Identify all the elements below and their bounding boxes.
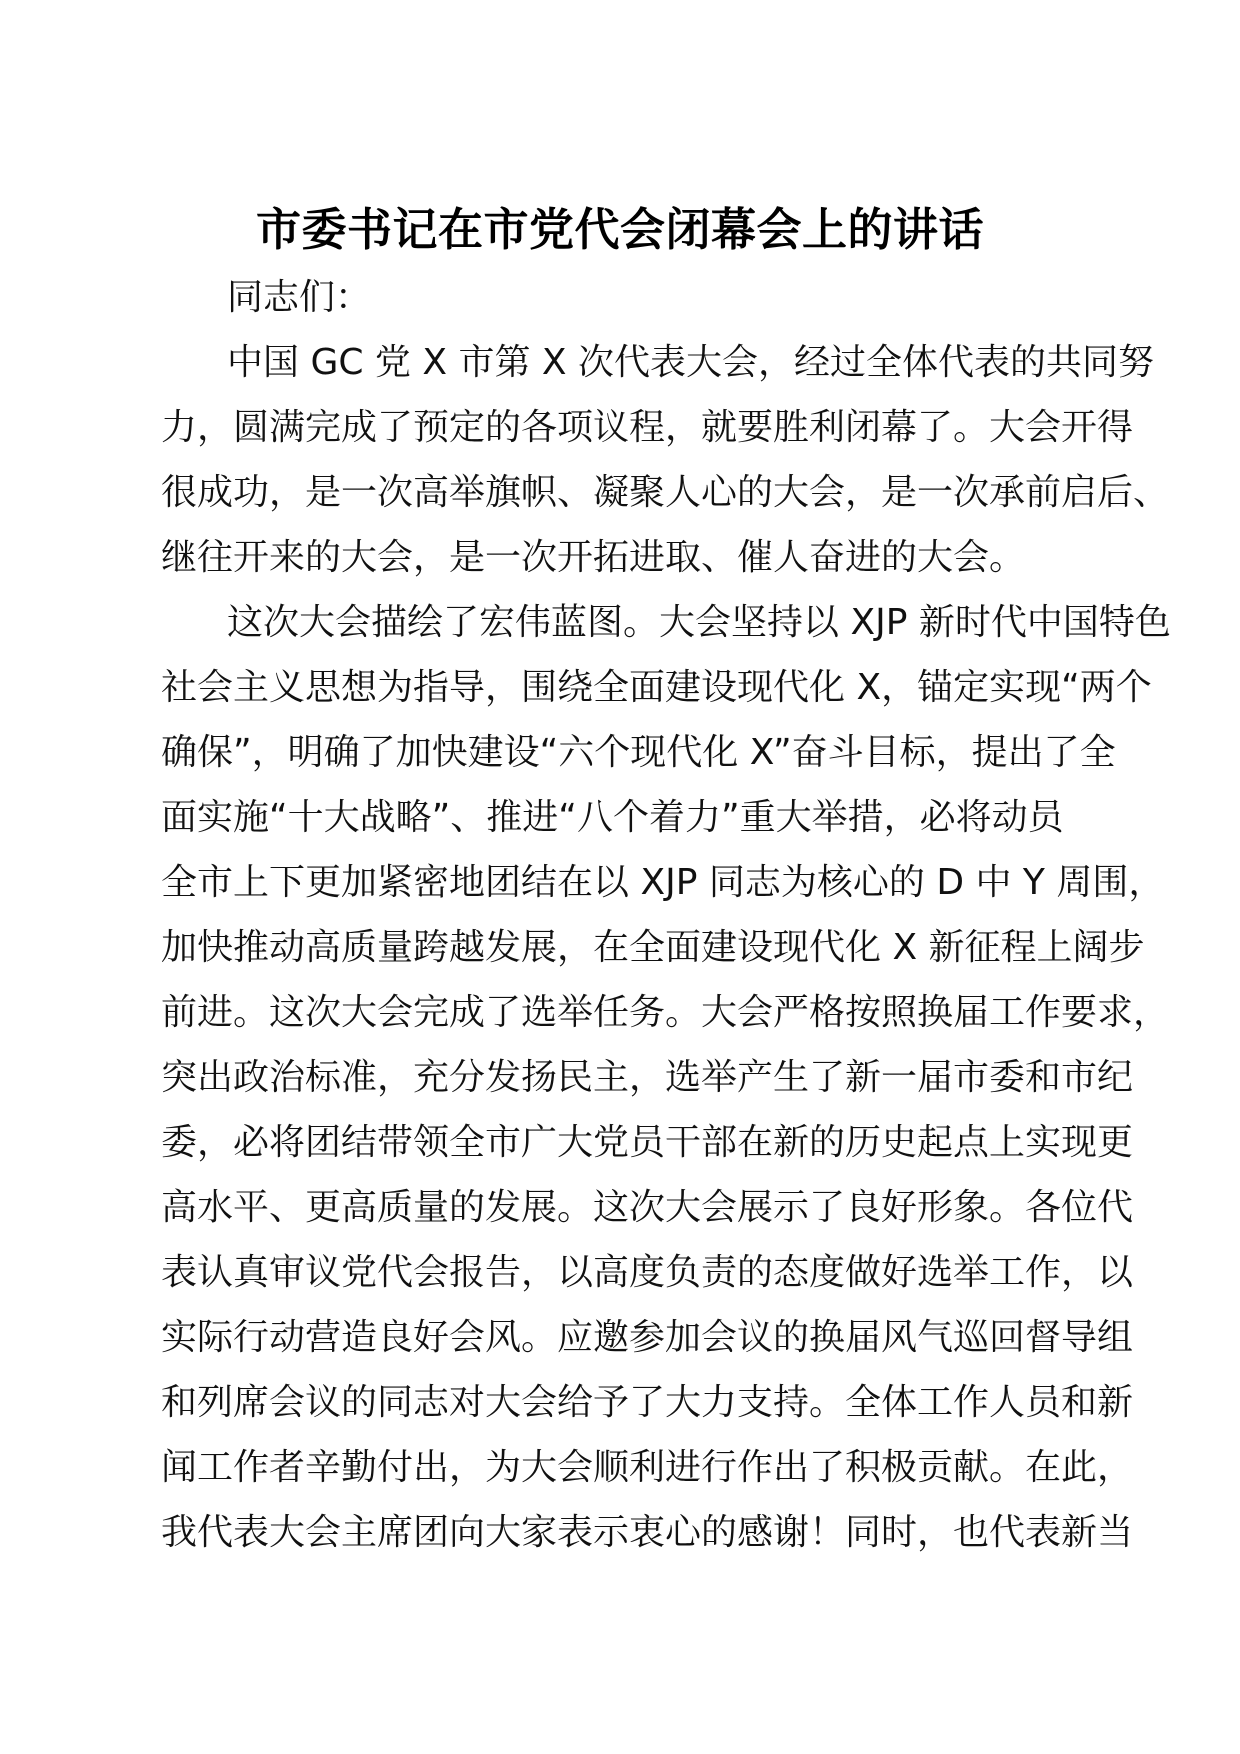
- text-line: 这次大会描绘了宏伟蓝图。大会坚持以 XJP 新时代中国特色: [227, 602, 1171, 643]
- text-line: 继往开来的大会，是一次开拓进取、催人奋进的大会。: [161, 537, 1026, 578]
- text-line: 高水平、更高质量的发展。这次大会展示了良好形象。各位代: [161, 1187, 1134, 1228]
- text-line: 表认真审议党代会报告，以高度负责的态度做好选举工作，以: [161, 1252, 1134, 1293]
- text-line: 突出政治标准，充分发扬民主，选举产生了新一届市委和市纪: [161, 1057, 1134, 1098]
- text-line: 和列席会议的同志对大会给予了大力支持。全体工作人员和新: [161, 1382, 1134, 1423]
- text-line: 前进。这次大会完成了选举任务。大会严格按照换届工作要求，: [161, 992, 1170, 1033]
- document-title: 市委书记在市党代会闭幕会上的讲话: [255, 203, 984, 256]
- text-line: 委，必将团结带领全市广大党员干部在新的历史起点上实现更: [161, 1122, 1134, 1163]
- document-body: [161, 265, 1171, 1565]
- text-line: 加快推动高质量跨越发展，在全面建设现代化 X 新征程上阔步: [161, 927, 1145, 968]
- text-line: 社会主义思想为指导，围绕全面建设现代化 X，锚定实现“两个: [161, 667, 1152, 708]
- text-line: 确保”，明确了加快建设“六个现代化 X”奋斗目标，提出了全: [161, 732, 1116, 773]
- text-line: 面实施“十大战略”、推进“八个着力”重大举措，必将动员: [161, 797, 1064, 838]
- text-line: 同志们：: [227, 277, 372, 318]
- text-line: 很成功，是一次高举旗帜、凝聚人心的大会，是一次承前启后、: [161, 472, 1170, 513]
- text-line: 中国 GC 党 X 市第 X 次代表大会，经过全体代表的共同努: [227, 342, 1155, 383]
- text-line: 实际行动营造良好会风。应邀参加会议的换届风气巡回督导组: [161, 1317, 1134, 1358]
- text-line: 我代表大会主席团向大家表示衷心的感谢！同时，也代表新当: [161, 1512, 1134, 1553]
- text-line: 闻工作者辛勤付出，为大会顺利进行作出了积极贡献。在此，: [161, 1447, 1134, 1488]
- text-line: 全市上下更加紧密地团结在以 XJP 同志为核心的 D 中 Y 周围，: [161, 862, 1165, 903]
- text-line: 力，圆满完成了预定的各项议程，就要胜利闭幕了。大会开得: [161, 407, 1134, 448]
